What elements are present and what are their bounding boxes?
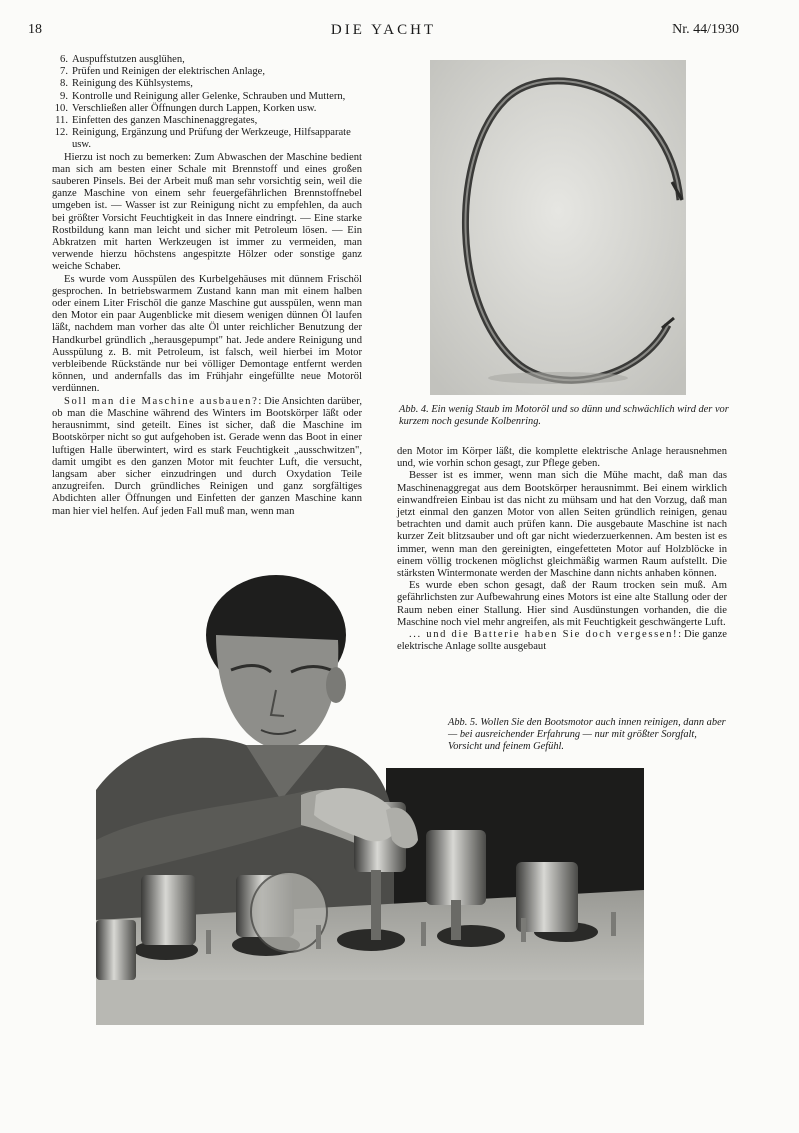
list-item: 8. Reinigung des Kühlsystems,: [60, 78, 193, 90]
piston-ring-image: [430, 60, 686, 395]
figure-4-caption: Abb. 4. Ein wenig Staub im Motoröl und so dünn und schwächlich wird der vor kurzem noch gesunde Kolbenring.: [399, 404, 729, 427]
list-item: 12. Reinigung, Ergänzung und Prüfung der Werkzeuge, Hilfsapparate usw.: [54, 127, 351, 151]
engine-cleaning-photo: [96, 540, 644, 1025]
body-paragraph: Es wurde vom Ausspülen des Kurbelgehäuses mit dünnem Frischöl gesprochen. In betriebswarmem Zustand kann man mit einem halben oder einem Liter Frischöl die ganze Maschine gut ausspülen, wenn man den Motor ein paar Augenblicke mit diesem wenigen dünnen Öl laufen läßt, nachdem man vorher das alte Öl unter reichlicher Benutzung der Handkurbel gründlich „herausgepumpt" hat. Jede andere Reinigung und Ausspülung z. B. mit Petroleum, ist falsch, weil hierbei im Motor verbleibende Rückstände nur bei völliger Demontage entfernt werden können, und andernfalls das im Frühjahr eingefüllte neue Motoröl verdünnen.: [52, 273, 362, 395]
figure-5-caption: Abb. 5. Wollen Sie den Bootsmotor auch innen reinigen, dann aber — bei ausreichender Erfahrung — nur mit größter Sorgfalt, Vorsicht und feinem Gefühl.: [448, 717, 726, 752]
page-header: [28, 22, 739, 42]
list-item: 11. Einfetten des ganzen Maschinenaggregates,: [55, 115, 258, 127]
list-item: 6. Auspuffstutzen ausglühen,: [60, 54, 185, 65]
list-item: 7. Prüfen und Reinigen der elektrischen Anlage,: [60, 66, 265, 78]
body-paragraph: Hierzu ist noch zu bemerken: Zum Abwaschen der Maschine bedient man sich am besten einer Schale mit Brennstoff und eines großen sauberen Pinsels. Bei der Arbeit muß man sehr vorsichtig sein, weil die ganze Maschine von einem sehr feuergefährlichen Brennstoffnebel umgeben ist. — Wasser ist zur Reinigung nicht zu empfehlen, da auch bei größter Vorsicht Feuchtigkeit in das Innere eindringt. — Eine starke Rostbildung kann man leicht und sicher mit Petroleum lösen. — Ein Abkratzen mit harten Werkzeugen ist immer zu vermeiden, man verwende hierzu höchstens angespitzte Hölzer oder sonstige ganz weiche Schaber.: [52, 151, 362, 273]
maintenance-list: [52, 54, 362, 152]
list-item: 9. Kontrolle und Reinigung aller Gelenke, Schrauben und Muttern,: [60, 90, 346, 102]
body-paragraph: Besser ist es immer, wenn man sich die Mühe macht, daß man das Maschinenaggregat aus dem Bootskörper herausnimmt. Bei einem wirklich einwandfreien Einbau ist das nicht zu mühsam und hat den Vorzug, daß man jetzt einmal den ganzen Motor von allen Seiten gründlich reinigen, genau betrachten und damit auch prüfen kann. Die ausgebaute Maschine ist nach kurzer Zeit blitzsauber und oft gar nicht wiederzuerkennen. Am besten ist es immer, wenn man den gereinigten, eingefetteten Motor auf Holzblöcke in einem völlig trockenen möglichst gleichmäßig warmen Raum aufstellt. Die stärksten Wintermonate werden der Maschine dann nichts anhaben können.: [397, 470, 727, 580]
body-paragraph: den Motor im Körper läßt, die komplette elektrische Anlage herausnehmen und, wie vorhin schon gesagt, zur Pflege geben.: [397, 446, 727, 470]
issue-number: Nr. 44/1930: [672, 22, 739, 37]
section-heading: Soll man die Maschine ausbauen?: [64, 395, 259, 407]
section-heading: ... und die Batterie haben Sie doch vergessen!: [409, 629, 679, 641]
piston-ring-photo: [430, 60, 686, 395]
body-paragraph: Soll man die Maschine ausbauen?: Die Ansichten darüber, ob man die Maschine während des Winters im Bootskörper läßt oder herausnimmt, sind geteilt. Eines ist sicher, daß die Maschine im Bootskörper nicht so gut aufgehoben ist. Gerade wenn das Boot in einer luftigen Halle überwintert, wird es stark Feuchtigkeit „ausschwitzen", damit umgibt es den ganzen Motor mit feuchter Luft, die versucht, langsam aber sicher einzudringen und durch Oxydation Teile anzugreifen. Durch gründliches Reinigen und ganz sorgfältiges Abdichten aller Öffnungen und Einfetten der ganzen Maschine kann man hier viel helfen. Auf jeden Fall muß man, wenn man: [52, 395, 362, 517]
list-item: 10. Verschließen aller Öffnungen durch Lappen, Korken usw.: [54, 102, 317, 114]
left-column: [52, 54, 362, 518]
magazine-title: DIE YACHT: [330, 22, 437, 38]
page-number: 18: [28, 22, 42, 37]
body-paragraph: ... und die Batterie haben Sie doch vergessen!: Die ganze elektrische Anlage sollte ausgebaut: [397, 629, 727, 653]
mechanic-engine-image: [96, 540, 644, 1025]
body-paragraph: Es wurde eben schon gesagt, daß der Raum trocken sein muß. Am gefährlichsten zur Aufbewahrung eines Motors ist eine alte Stallung oder der Raum neben einer Stallung. Hier sind Ausdünstungen vorhanden, die die Maschine noch viel mehr angreifen, als mit Feuchtigkeit geschwängerte Luft.: [397, 580, 727, 628]
